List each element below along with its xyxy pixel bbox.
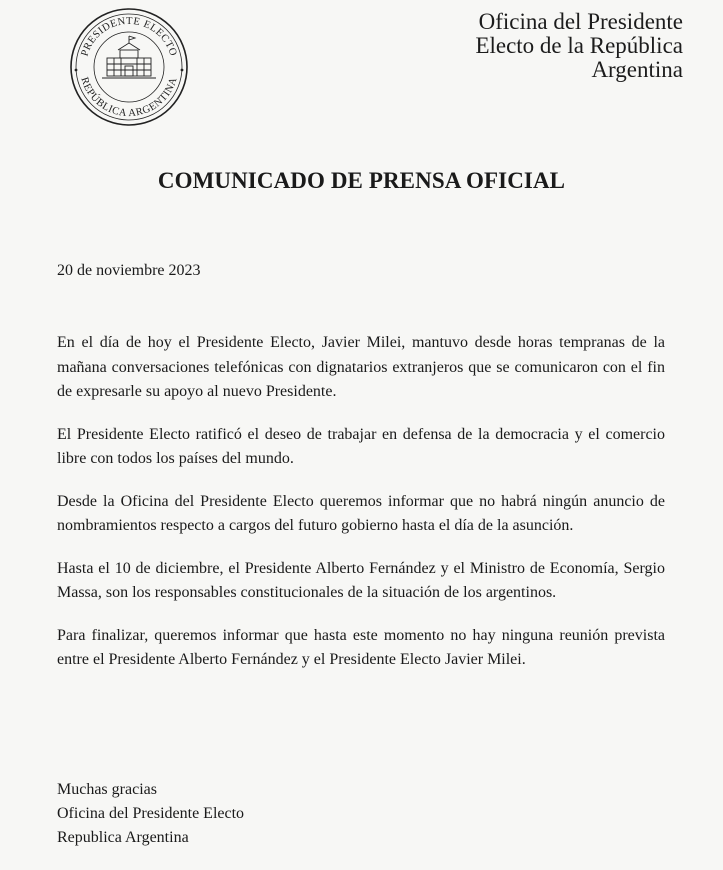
office-line-3: Argentina	[591, 57, 683, 82]
document-body	[57, 331, 665, 691]
closing-line-2: Oficina del Presidente Electo	[57, 805, 245, 822]
paragraph: Para finalizar, queremos informar que hasta este momento no hay ninguna reunión prevista entre el Presidente Alberto Fernández y el Presidente Electo Javier Milei.	[57, 626, 665, 668]
document-title: COMUNICADO DE PRENSA OFICIAL	[157, 168, 566, 193]
closing-signature	[57, 778, 244, 850]
closing-line-1: Muchas gracias	[57, 781, 157, 798]
paragraph: Hasta el 10 de diciembre, el Presidente Alberto Fernández y el Ministro de Economía, Sergio Massa, son los responsables constitucionales de la situación de los argentinos.	[57, 559, 665, 601]
seal-top-text: PRESIDENTE ELECTO	[79, 15, 179, 58]
presidential-seal	[62, 6, 196, 128]
office-heading	[475, 10, 683, 82]
office-line-2: Electo de la República	[475, 33, 683, 58]
paragraph: Desde la Oficina del Presidente Electo queremos informar que no habrá ningún anuncio de nombramientos respecto a cargos del futuro gobierno hasta el día de la asunción.	[57, 492, 665, 534]
seal-bottom-text: REPÚBLICA ARGENTINA	[78, 75, 180, 120]
document-date: 20 de noviembre 2023	[57, 262, 201, 279]
office-line-1: Oficina del Presidente	[478, 9, 683, 34]
closing-line-3: Republica Argentina	[57, 829, 189, 846]
paragraph: El Presidente Electo ratificó el deseo de trabajar en defensa de la democracia y el comercio libre con todos los países del mundo.	[57, 425, 665, 467]
seal-emblem-icon	[62, 6, 196, 128]
paragraph: En el día de hoy el Presidente Electo, Javier Milei, mantuvo desde horas tempranas de la mañana conversaciones telefónicas con dignatarios extranjeros que se comunicaron con el fin de expresarle su apoyo al nuevo Presidente.	[57, 334, 665, 400]
